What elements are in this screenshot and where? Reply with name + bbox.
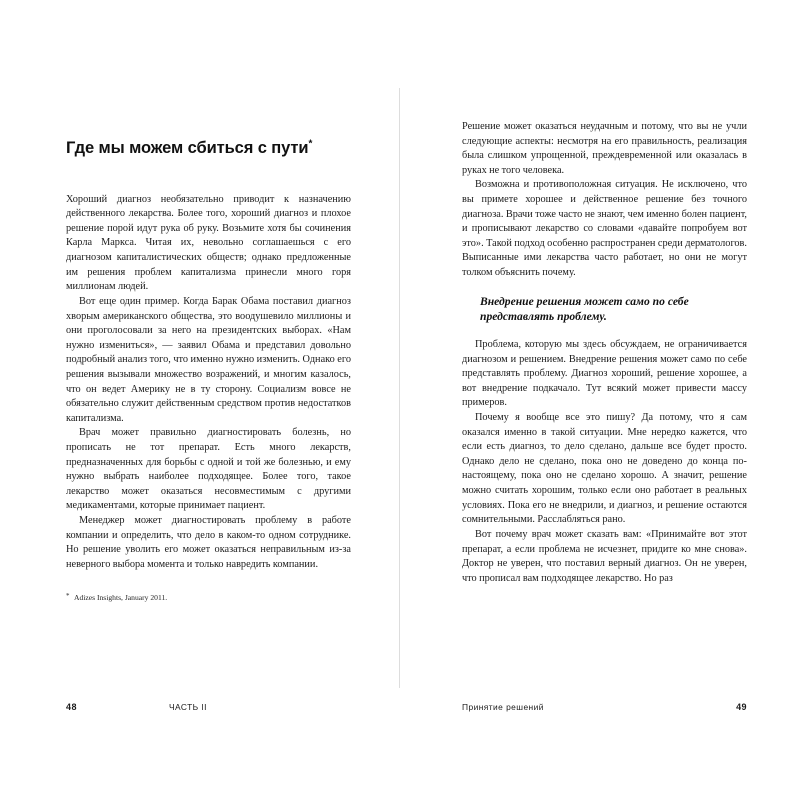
footnote-area bbox=[66, 590, 351, 603]
paragraph: Вот еще один пример. Когда Барак Обама поставил диагноз хворым американского общества, это воодушевило миллионы и они проголосовали за него на президентских выборах. «Нам нужно измениться», — заявил Обама и представил довольно подробный анализ того, что именно нужно изменить. Однако его решения вызывали множество возражений, и многим казалось, что он ведет Америку не в ту сторону. Социализм вовсе не обязательно служит действенным средством против недостатков капитализма. bbox=[66, 295, 351, 424]
footnote-text: Adizes Insights, January 2011. bbox=[74, 593, 168, 603]
footnote bbox=[66, 593, 351, 603]
paragraph: Решение может оказаться неудачным и потому, что вы не учли следующие аспекты: несмотря на его правильность, реализация была слишком упрощенной, преждевременной или оказалась в руках не того человека. bbox=[462, 121, 747, 176]
right-page-footer bbox=[462, 702, 747, 716]
spine-divider bbox=[399, 88, 400, 688]
footnote-marker: * bbox=[66, 592, 70, 601]
paragraph: Вот почему врач может сказать вам: «Принимайте вот этот препарат, а если проблема не исчезнет, придите ко мне снова». Доктор не уверен, что поставил верный диагноз. Он не уверен, что прописал вам подходящее лекарство. Но раз bbox=[462, 528, 747, 584]
paragraph: Почему я вообще все это пишу? Да потому, что я сам оказался именно в такой ситуации. Мне нередко кажется, что если есть диагноз, то дело сделано, дальше все будет просто. Однако дело не сделано, пока оно не доведено до конца по-настоящему, пока оно не сделано хорошо. А значит, решение можно считать хорошим, только если оно работает в реальных условиях. Пока его не внедрили, и диагноз, и решение остаются сомнительными. Расслабляться рано. bbox=[462, 412, 747, 526]
right-page bbox=[462, 120, 747, 680]
chapter-title-footnote-marker: * bbox=[308, 138, 313, 150]
paragraph: Возможна и противоположная ситуация. Не исключено, что вы примете хорошее и действенное решение без точного диагноза. Врачи тоже часто не знают, чем именно болен пациент, и прописывают лекарство со словами «давайте попробуем вот это». Такой подход особенно распространен среди дерматологов. Выписанные ими лекарства часто работает, но они не могут толком объяснить почему. bbox=[462, 179, 747, 279]
chapter-title-text: Где мы можем сбиться с пути bbox=[66, 139, 309, 157]
paragraph: Проблема, которую мы здесь обсуждаем, не ограничивается диагнозом и решением. Внедрение решения может само по себе представлять проблему. Диагноз хороший, решение хорошее, а вот внедрение подкачало. Тут всякий может привести массу примеров. bbox=[462, 338, 747, 409]
pull-quote: Внедрение решения может само по себе представлять проблему. bbox=[480, 294, 689, 324]
running-head: ЧАСТЬ II bbox=[168, 702, 207, 712]
left-page-footer bbox=[66, 702, 351, 716]
paragraph: Менеджер может диагностировать проблему в работе компании и определить, что дело в каком-то одном сотруднике. Но решение уволить его может оказаться неправильным из-за неверного выбора момента и только навредить компании. bbox=[66, 515, 351, 570]
paragraph: Врач может правильно диагностировать болезнь, но прописать не тот препарат. Есть много лекарств, предназначенных для борьбы с одной и той же болезнью, и ему нужно выбрать наиболее подходящее. Более того, такое лекарство может оказаться несовместимым с другими медикаментами, которые принимает пациент. bbox=[66, 427, 351, 512]
running-head: Принятие решений bbox=[462, 702, 544, 712]
left-page bbox=[66, 120, 351, 680]
page-title bbox=[66, 138, 351, 159]
page-number: 48 bbox=[66, 702, 77, 712]
page-number: 49 bbox=[736, 702, 747, 712]
paragraph: Хороший диагноз необязательно приводит к назначению действенного лекарства. Более того, хороший диагноз и плохое решение порой идут рука об руку. Возьмите хотя бы сочинения Карла Маркса. Читая их, невольно соглашаешься с его диагнозом капиталистических обществ; однако предложенные им решения проблем капитализма принесли много горя миллионам людей. bbox=[66, 193, 351, 293]
